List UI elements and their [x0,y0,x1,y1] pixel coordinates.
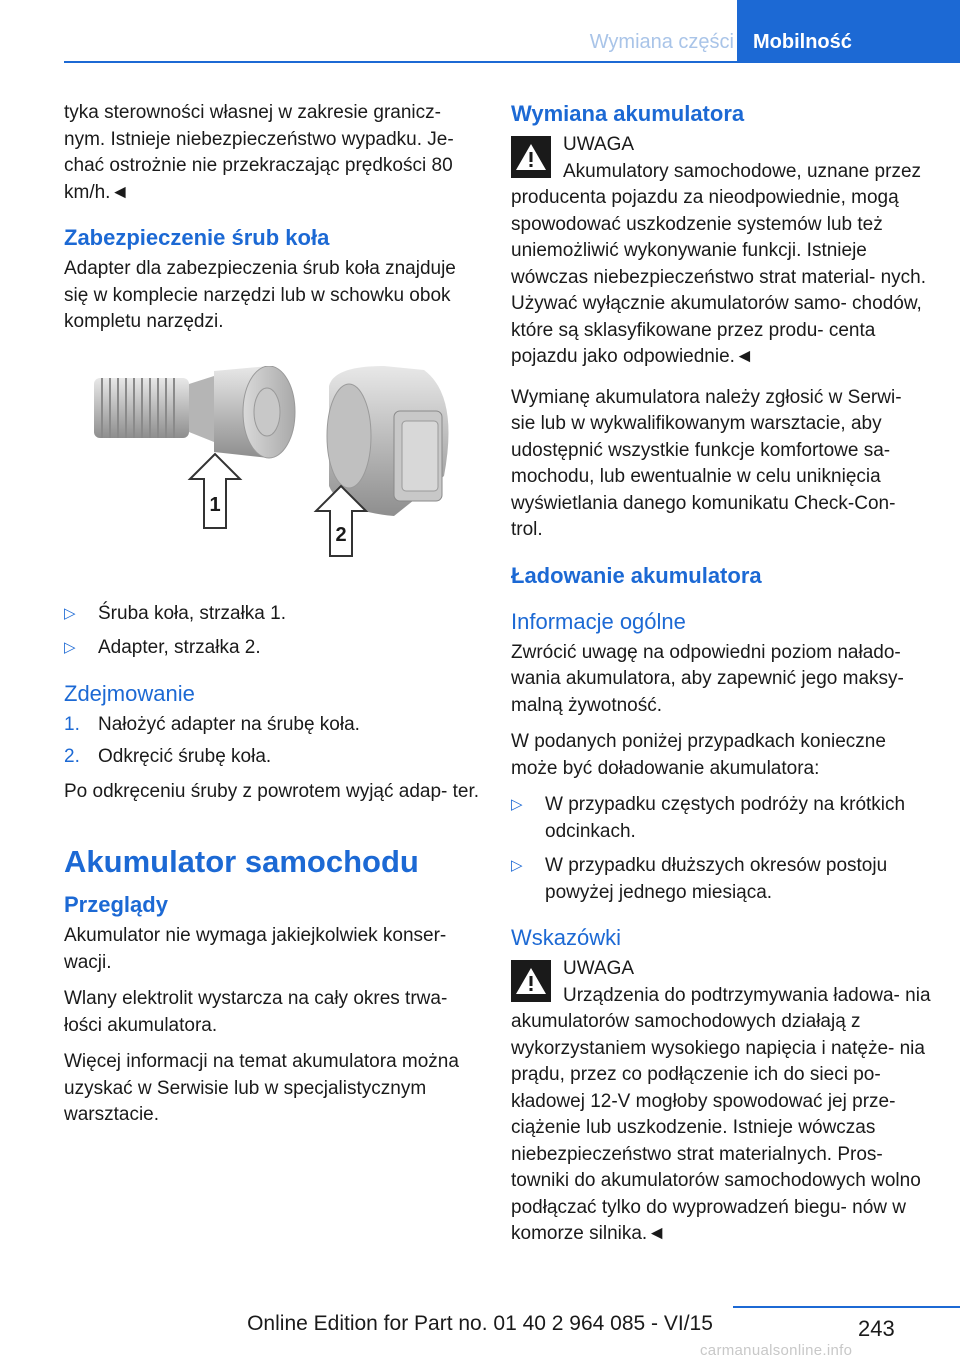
watermark: carmanualsonline.info [700,1342,853,1359]
lock-paragraph: Adapter dla zabezpieczenia śrub koła znajduje się w komplecie narzędzi lub w schowku obok kompletu narzędzi. [64,258,456,332]
wheel-bolt-icon [94,366,295,458]
inspect-paragraph-3: Więcej informacji na temat akumulatora można uzyskać w Serwisie lub w specjalistycznym warsztacie. [64,1051,459,1125]
tips-heading: Wskazówki [511,925,622,950]
general-paragraph-1: Zwrócić uwagę na odpowiedni poziom nałado- wania akumulatora, aby zapewnić jego maksy- malną żywotność. [511,641,904,716]
figure-legend [64,601,484,662]
lock-heading: Zabezpieczenie śrub koła [64,225,330,250]
warning-icon [511,960,551,1002]
warning-box [511,956,931,1248]
warning-text: Akumulatory samochodowe, uznane przez producenta pojazdu za nieodpowiednie, mogą spowodować uszkodzenie systemów lub też uniemożliwić wykonywanie funkcji. Istnieje wówczas niebezpieczeństwo strat material- nych. Używać wyłącznie akumulatorów samo- chodów, które są sklasyfikowane przez produ- centa pojazdu jako odpowiednie.◄ [511,160,927,367]
triangle-bullet-icon: ▷ [511,796,523,813]
list-item: 2. Odkręcić śrubę koła. [64,746,272,767]
warning-box [511,132,931,371]
general-heading: Informacje ogólne [511,608,686,634]
list-item: 1. Nałożyć adapter na śrubę koła. [64,713,360,735]
list-item: ▷ W przypadku częstych podróży na krótkich odcinkach. [511,794,906,842]
arrow-1-label: 1 [209,493,221,516]
right-column [511,100,931,1262]
page-number: 243 [858,1316,895,1341]
warning-title: UWAGA [563,958,635,979]
chapter-tab: Mobilność [737,0,960,63]
charge-heading: Ładowanie akumulatora [511,562,762,588]
replace-paragraph: Wymianę akumulatora należy zgłosić w Serwi- sie lub w wykwalifikowanym warsztacie, aby udostępnić wszystkie funkcje komfortowe sa- mochodu, lub ewentualnie w celu uniknięcia wyświetlania danego komunikatu Check-Con- trol. [511,386,902,540]
battery-heading: Akumulator samochodu [64,844,419,879]
list-item: ▷ Śruba koła, strzałka 1. [64,601,484,628]
replace-heading: Wymiana akumulatora [511,101,745,126]
triangle-bullet-icon: ▷ [64,604,76,622]
list-item: ▷ W przypadku dłuższych okresów postoju powyżej jednego miesiąca. [511,855,888,903]
arrow-2-label: 2 [335,523,347,546]
left-column [64,100,484,1139]
footer-rule [733,1306,960,1308]
general-paragraph-2: W podanych poniżej przypadkach konieczne może być doładowanie akumulatora: [511,731,886,779]
warning-icon [511,136,551,178]
after-steps-paragraph: Po odkręceniu śruby z powrotem wyjąć adap- ter. [64,780,480,802]
header-rule [64,61,960,63]
section-title: Wymiana części [589,31,734,53]
inspect-heading: Przeglądy [64,892,168,917]
triangle-bullet-icon: ▷ [511,857,523,874]
warning-title: UWAGA [563,134,635,155]
arrow-1-icon [190,454,240,528]
edition-text: Online Edition for Part no. 01 40 2 964 085 - VI/15 [247,1312,713,1335]
inspect-paragraph-1: Akumulator nie wymaga jakiejkolwiek konser- wacji. [64,925,447,973]
list-item: ▷ Adapter, strzałka 2. [64,635,484,662]
remove-heading: Zdejmowanie [64,680,195,706]
remove-steps [64,712,484,771]
intro-paragraph: tyka sterowności własnej w zakresie granicz- nym. Istnieje niebezpieczeństwo wypadku. Je- chać ostrożnie nie przekraczając prędkości 80 km/h.◄ [64,102,454,203]
wheel-bolt-figure [64,366,484,581]
warning-text: Urządzenia do podtrzymywania ładowa- nia akumulatorów samochodowych działają z wykorzystaniem wysokiego napięcia i natęże- nia prądu, przez co podłączenie ich do sieci po- kładowej 12-V mogłoby spowodować jej prze- ciążenie lub uszkodzenie. Istnieje wówczas niebezpieczeństwo strat materialnych. Pros- towniki do akumulatorów samochodowych wolno podłączać tylko do wyprowadzeń biegu- nów w komorze silnika.◄ [511,984,931,1244]
triangle-bullet-icon: ▷ [64,639,76,656]
charge-cases [511,792,931,906]
inspect-paragraph-2: Wlany elektrolit wystarcza na cały okres trwa- łości akumulatora. [64,988,448,1036]
